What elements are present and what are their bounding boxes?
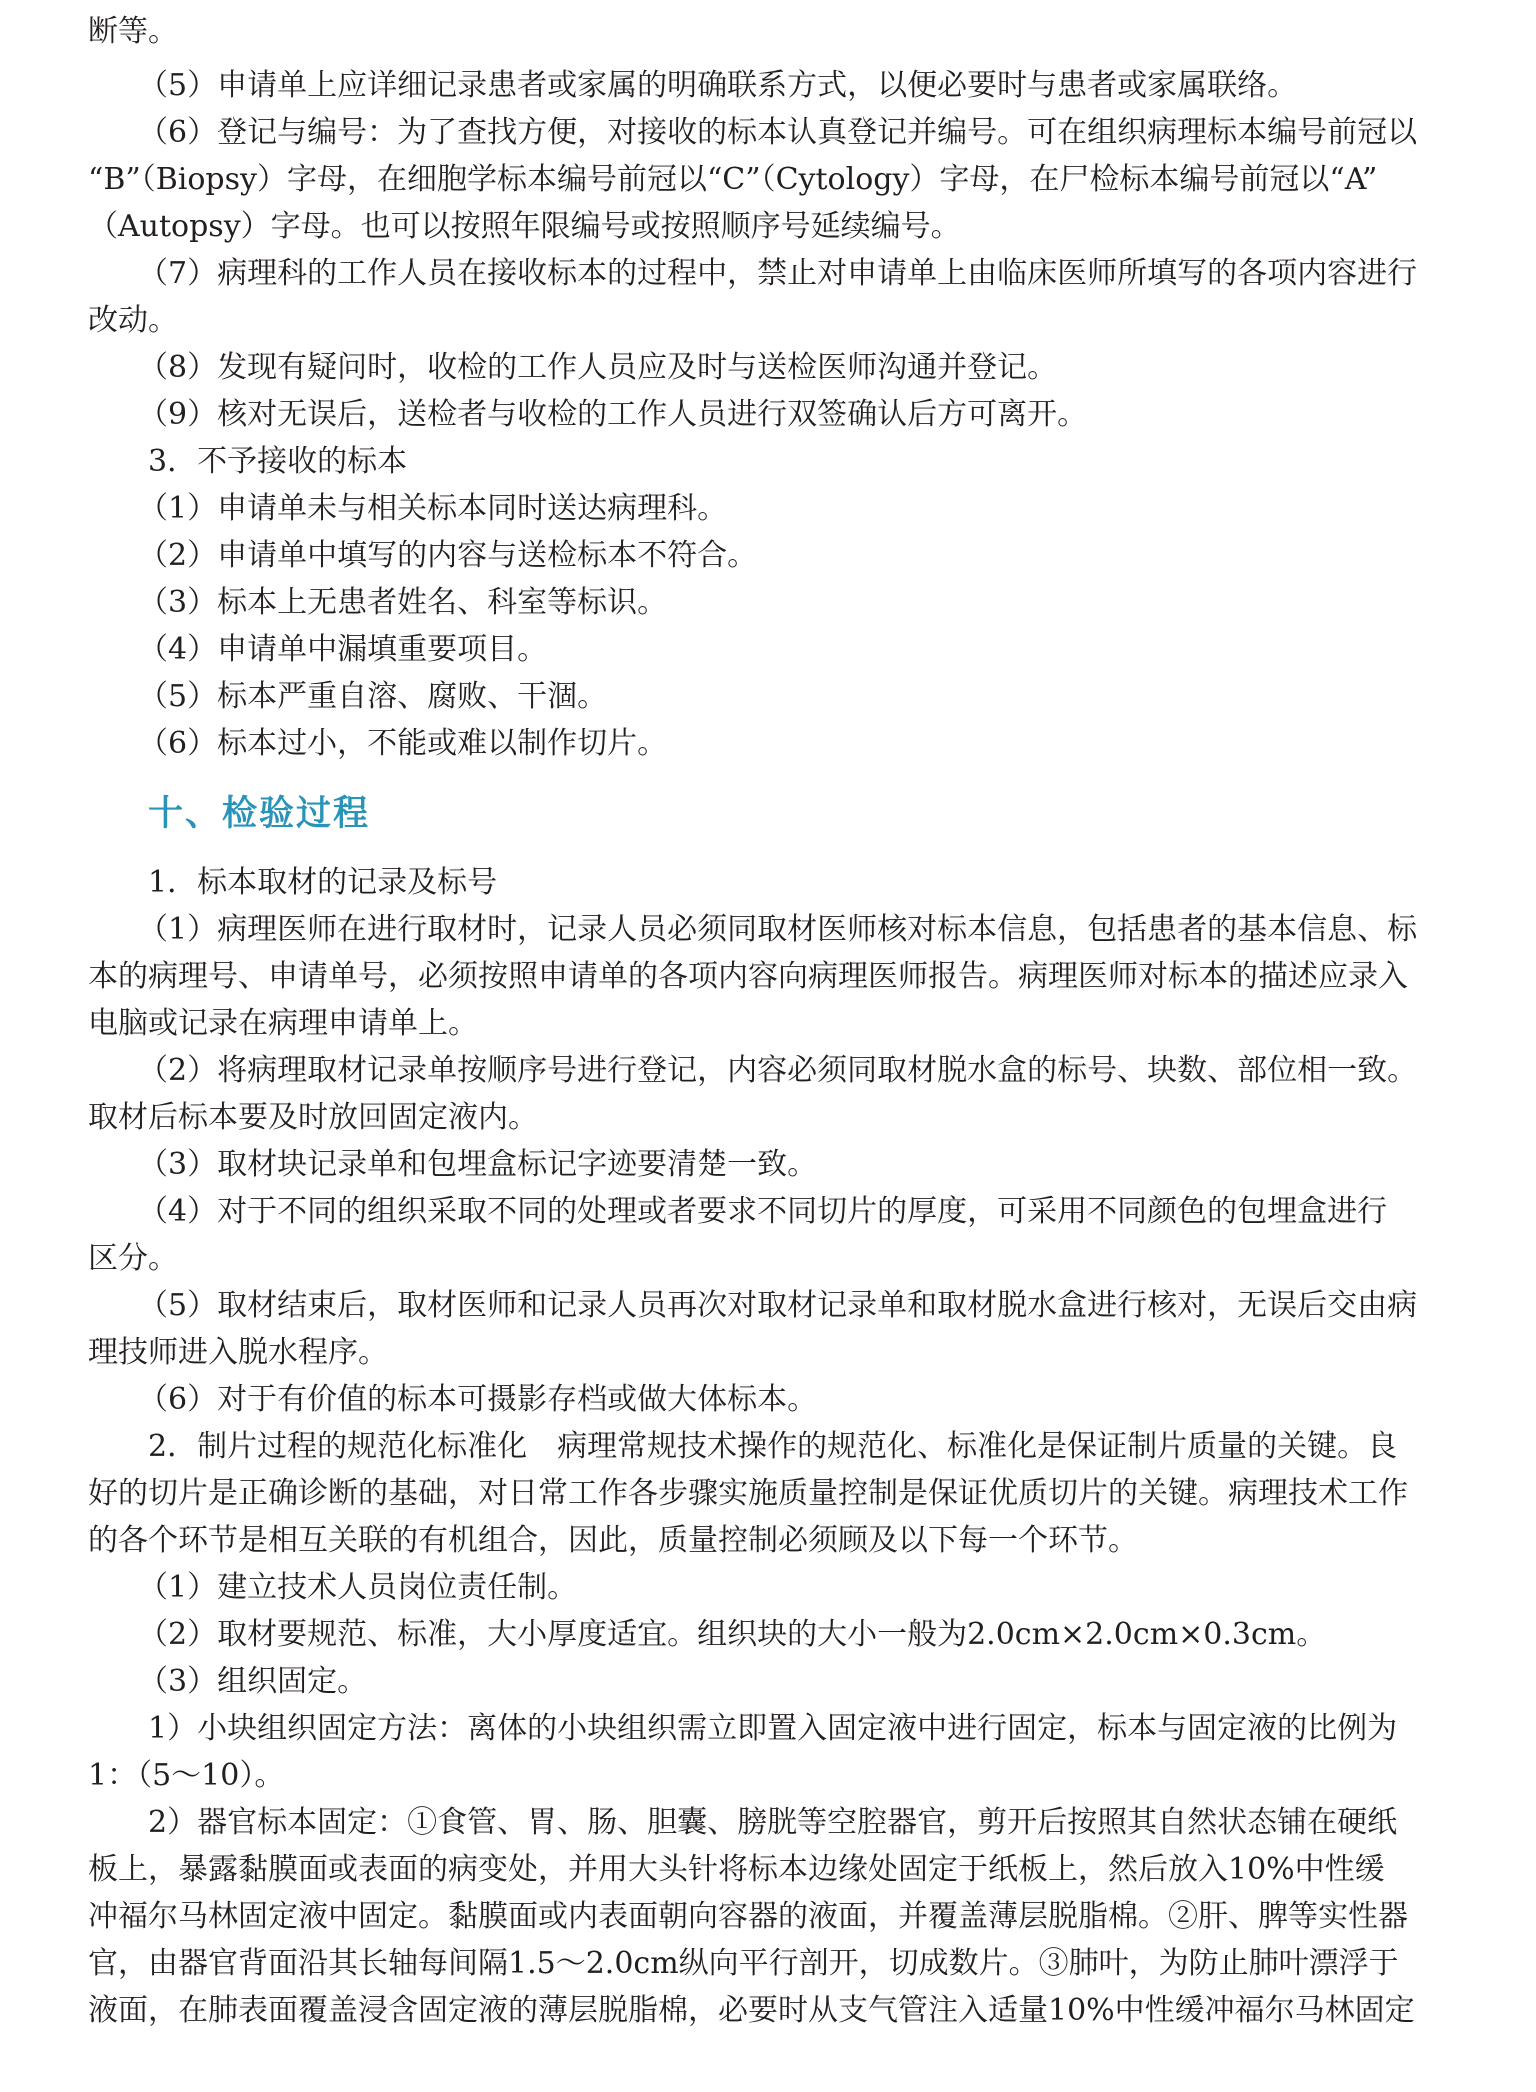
text-line: 1：（5～10）。 <box>88 1758 285 1793</box>
text-line: （5）取材结束后，取材医师和记录人员再次对取材记录单和取材脱水盒进行核对，无误后交由病 <box>138 1288 1418 1323</box>
text-line: 断等。 <box>88 14 178 49</box>
text-line: 板上，暴露黏膜面或表面的病变处，并用大头针将标本边缘处固定于纸板上，然后放入10%中性缓 <box>88 1852 1385 1887</box>
text-line: “B”（Biopsy）字母，在细胞学标本编号前冠以“C”（Cytology）字母，在尸检标本编号前冠以“A” <box>88 162 1378 197</box>
text-line: 区分。 <box>88 1241 178 1276</box>
text-line: （3）组织固定。 <box>138 1664 368 1699</box>
text-line: （1）申请单未与相关标本同时送达病理科。 <box>138 491 728 526</box>
text-line: 改动。 <box>88 303 178 338</box>
text-line: （2）将病理取材记录单按顺序号进行登记，内容必须同取材脱水盒的标号、块数、部位相一致。 <box>138 1053 1418 1088</box>
text-line: 官，由器官背面沿其长轴每间隔1.5～2.0cm纵向平行剖开，切成数片。③肺叶，为防止肺叶漂浮于 <box>88 1946 1399 1981</box>
text-line: 理技师进入脱水程序。 <box>88 1335 388 1370</box>
text-line: （1）建立技术人员岗位责任制。 <box>138 1570 578 1605</box>
text-line: （5）标本严重自溶、腐败、干涸。 <box>138 679 608 714</box>
text-line: 2．制片过程的规范化标准化 病理常规技术操作的规范化、标准化是保证制片质量的关键。良 <box>148 1429 1398 1464</box>
text-line: （8）发现有疑问时，收检的工作人员应及时与送检医师沟通并登记。 <box>138 350 1058 385</box>
text-line: 冲福尔马林固定液中固定。黏膜面或内表面朝向容器的液面，并覆盖薄层脱脂棉。②肝、脾等实性器 <box>88 1899 1408 1934</box>
text-line: （9）核对无误后，送检者与收检的工作人员进行双签确认后方可离开。 <box>138 397 1088 432</box>
text-line: （3）标本上无患者姓名、科室等标识。 <box>138 585 668 620</box>
text-line: （1）病理医师在进行取材时，记录人员必须同取材医师核对标本信息，包括患者的基本信息、标 <box>138 912 1418 947</box>
text-line: （5）申请单上应详细记录患者或家属的明确联系方式，以便必要时与患者或家属联络。 <box>138 68 1298 103</box>
text-line: 本的病理号、申请单号，必须按照申请单的各项内容向病理医师报告。病理医师对标本的描述应录入 <box>88 959 1408 994</box>
text-line: 1）小块组织固定方法：离体的小块组织需立即置入固定液中进行固定，标本与固定液的比例为 <box>148 1711 1398 1746</box>
text-line: 好的切片是正确诊断的基础，对日常工作各步骤实施质量控制是保证优质切片的关键。病理技术工作 <box>88 1476 1408 1511</box>
text-line: 液面，在肺表面覆盖浸含固定液的薄层脱脂棉，必要时从支气管注入适量10%中性缓冲福尔马林固定 <box>88 1993 1415 2028</box>
text-line: 的各个环节是相互关联的有机组合，因此，质量控制必须顾及以下每一个环节。 <box>88 1523 1138 1558</box>
text-line: 3．不予接收的标本 <box>148 444 408 479</box>
text-line: （2）申请单中填写的内容与送检标本不符合。 <box>138 538 758 573</box>
text-line: （3）取材块记录单和包埋盒标记字迹要清楚一致。 <box>138 1147 818 1182</box>
text-line: （2）取材要规范、标准，大小厚度适宜。组织块的大小一般为2.0cm×2.0cm×0.3cm。 <box>138 1617 1327 1652</box>
text-line: 取材后标本要及时放回固定液内。 <box>88 1100 538 1135</box>
text-line: 2）器官标本固定：①食管、胃、肠、胆囊、膀胱等空腔器官，剪开后按照其自然状态铺在硬纸 <box>148 1805 1398 1840</box>
text-line: （Autopsy）字母。也可以按照年限编号或按照顺序号延续编号。 <box>88 209 961 244</box>
text-line: （7）病理科的工作人员在接收标本的过程中，禁止对申请单上由临床医师所填写的各项内容进行 <box>138 256 1418 291</box>
text-line: （4）申请单中漏填重要项目。 <box>138 632 548 667</box>
text-line: （6）标本过小，不能或难以制作切片。 <box>138 726 668 761</box>
section-heading: 十、检验过程 <box>148 794 371 834</box>
text-line: 1．标本取材的记录及标号 <box>148 865 498 900</box>
text-line: 电脑或记录在病理申请单上。 <box>88 1006 478 1041</box>
text-line: （6）登记与编号：为了查找方便，对接收的标本认真登记并编号。可在组织病理标本编号前冠以 <box>138 115 1418 150</box>
text-line: （4）对于不同的组织采取不同的处理或者要求不同切片的厚度，可采用不同颜色的包埋盒进行 <box>138 1194 1388 1229</box>
text-line: （6）对于有价值的标本可摄影存档或做大体标本。 <box>138 1382 818 1417</box>
